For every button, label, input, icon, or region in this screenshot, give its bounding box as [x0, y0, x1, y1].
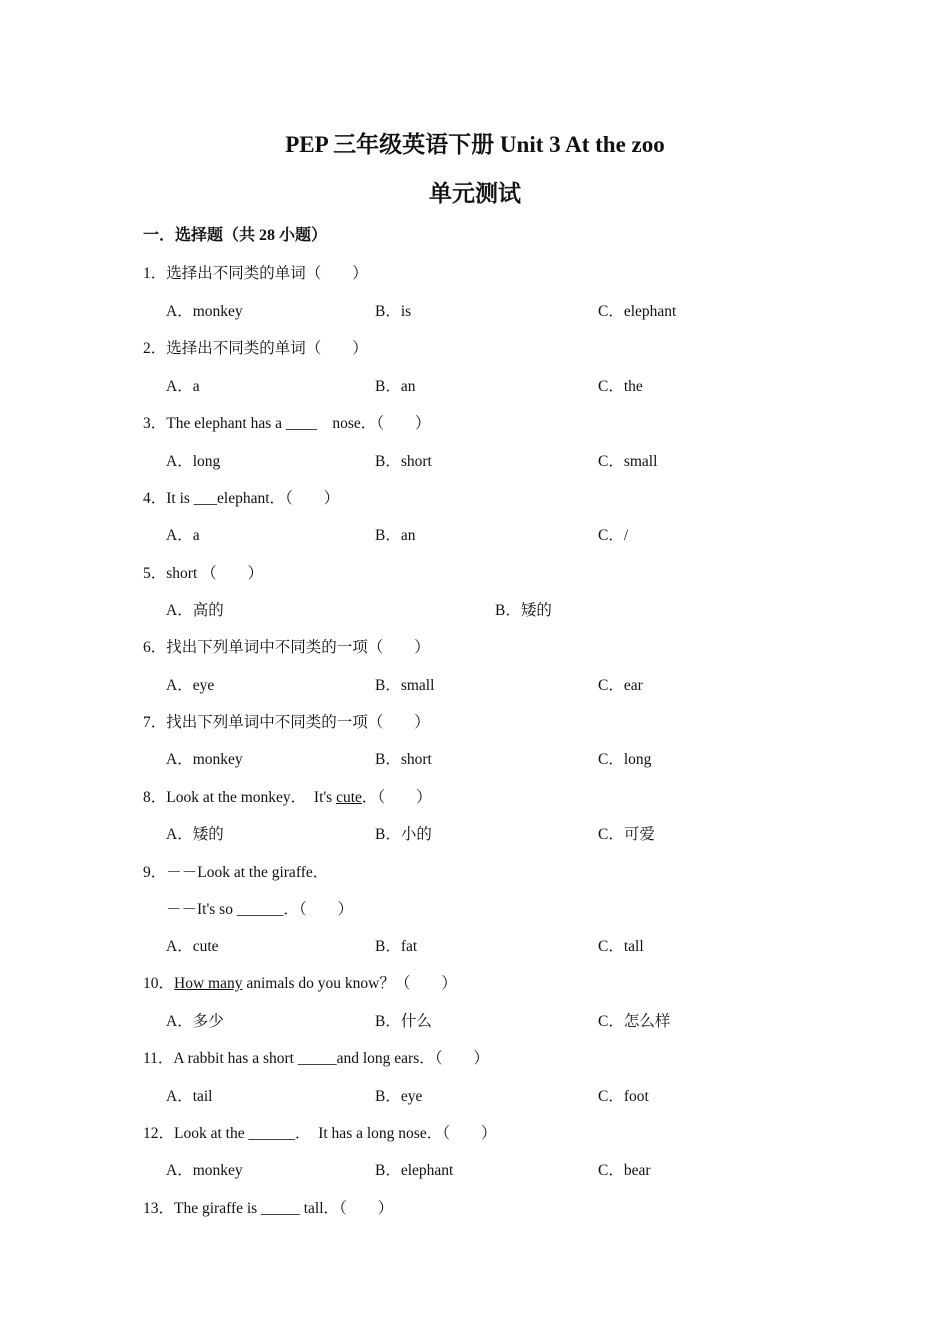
page-subtitle: 单元测试	[429, 181, 521, 206]
question-9-line2: －－It's so ______．（ ）	[166, 901, 354, 918]
q1-option-b[interactable]: B．is	[375, 303, 412, 320]
question-5: 5．short （ ）	[143, 565, 264, 582]
q2-option-c[interactable]: C．the	[598, 378, 643, 395]
q3-option-b[interactable]: B．short	[375, 453, 432, 470]
q7-option-a[interactable]: A．monkey	[166, 751, 243, 768]
q11-option-a[interactable]: A．tail	[166, 1088, 213, 1105]
q6-option-c[interactable]: C．ear	[598, 677, 643, 694]
q1-option-c[interactable]: C．elephant	[598, 303, 677, 320]
q1-option-a[interactable]: A．monkey	[166, 303, 243, 320]
q8-text-post: ．（ ）	[361, 789, 432, 806]
q4-option-b[interactable]: B．an	[375, 527, 416, 544]
question-10	[143, 971, 457, 993]
q9-option-c[interactable]: C．tall	[598, 938, 644, 955]
q8-underlined-word: cute	[336, 789, 362, 806]
q12-option-c[interactable]: C．bear	[598, 1162, 651, 1179]
q10-option-a[interactable]: A．多少	[166, 1013, 224, 1030]
q8-option-c[interactable]: C．可爱	[598, 826, 655, 843]
question-4: 4．It is ___elephant．（ ）	[143, 490, 340, 507]
q10-text-post: animals do you know？（ ）	[242, 975, 457, 992]
q7-option-c[interactable]: C．long	[598, 751, 652, 768]
section-heading: 一．选择题（共 28 小题）	[143, 227, 328, 244]
q12-option-a[interactable]: A．monkey	[166, 1162, 243, 1179]
question-12: 12．Look at the ______． It has a long nose．（ ）	[143, 1125, 497, 1142]
q3-option-c[interactable]: C．small	[598, 453, 658, 470]
q11-option-c[interactable]: C．foot	[598, 1088, 649, 1105]
q9-option-a[interactable]: A．cute	[166, 938, 219, 955]
q2-option-b[interactable]: B．an	[375, 378, 416, 395]
q10-option-b[interactable]: B．什么	[375, 1013, 432, 1030]
question-9: 9．－－Look at the giraffe．	[143, 864, 329, 881]
q5-option-b[interactable]: B．矮的	[495, 602, 552, 619]
q8-option-a[interactable]: A．矮的	[166, 826, 224, 843]
q7-option-b[interactable]: B．short	[375, 751, 432, 768]
q9-option-b[interactable]: B．fat	[375, 938, 418, 955]
q3-option-a[interactable]: A．long	[166, 453, 221, 470]
question-1: 1．选择出不同类的单词（ ）	[143, 265, 368, 282]
q6-option-b[interactable]: B．small	[375, 677, 435, 694]
q11-option-b[interactable]: B．eye	[375, 1088, 423, 1105]
q10-text-pre: 10．	[143, 975, 175, 992]
q8-text-pre: 8．Look at the monkey． It's	[143, 789, 337, 806]
q6-option-a[interactable]: A．eye	[166, 677, 215, 694]
question-7: 7．找出下列单词中不同类的一项（ ）	[143, 714, 430, 731]
q10-option-c[interactable]: C．怎么样	[598, 1013, 671, 1030]
question-13: 13．The giraffe is _____ tall．（ ）	[143, 1200, 394, 1217]
question-2: 2．选择出不同类的单词（ ）	[143, 340, 368, 357]
q5-option-a[interactable]: A．高的	[166, 602, 224, 619]
question-8	[143, 785, 432, 807]
q4-option-c[interactable]: C．/	[598, 527, 629, 544]
q12-option-b[interactable]: B．elephant	[375, 1162, 454, 1179]
question-3: 3．The elephant has a ____ nose．（ ）	[143, 415, 431, 432]
q8-option-b[interactable]: B．小的	[375, 826, 432, 843]
q4-option-a[interactable]: A．a	[166, 527, 200, 544]
question-11: 11．A rabbit has a short _____and long ears．（ ）	[143, 1050, 489, 1067]
q2-option-a[interactable]: A．a	[166, 378, 200, 395]
q10-underlined-words: How many	[174, 975, 243, 992]
page-title: PEP 三年级英语下册 Unit 3 At the zoo	[285, 132, 665, 157]
question-6: 6．找出下列单词中不同类的一项（ ）	[143, 639, 430, 656]
